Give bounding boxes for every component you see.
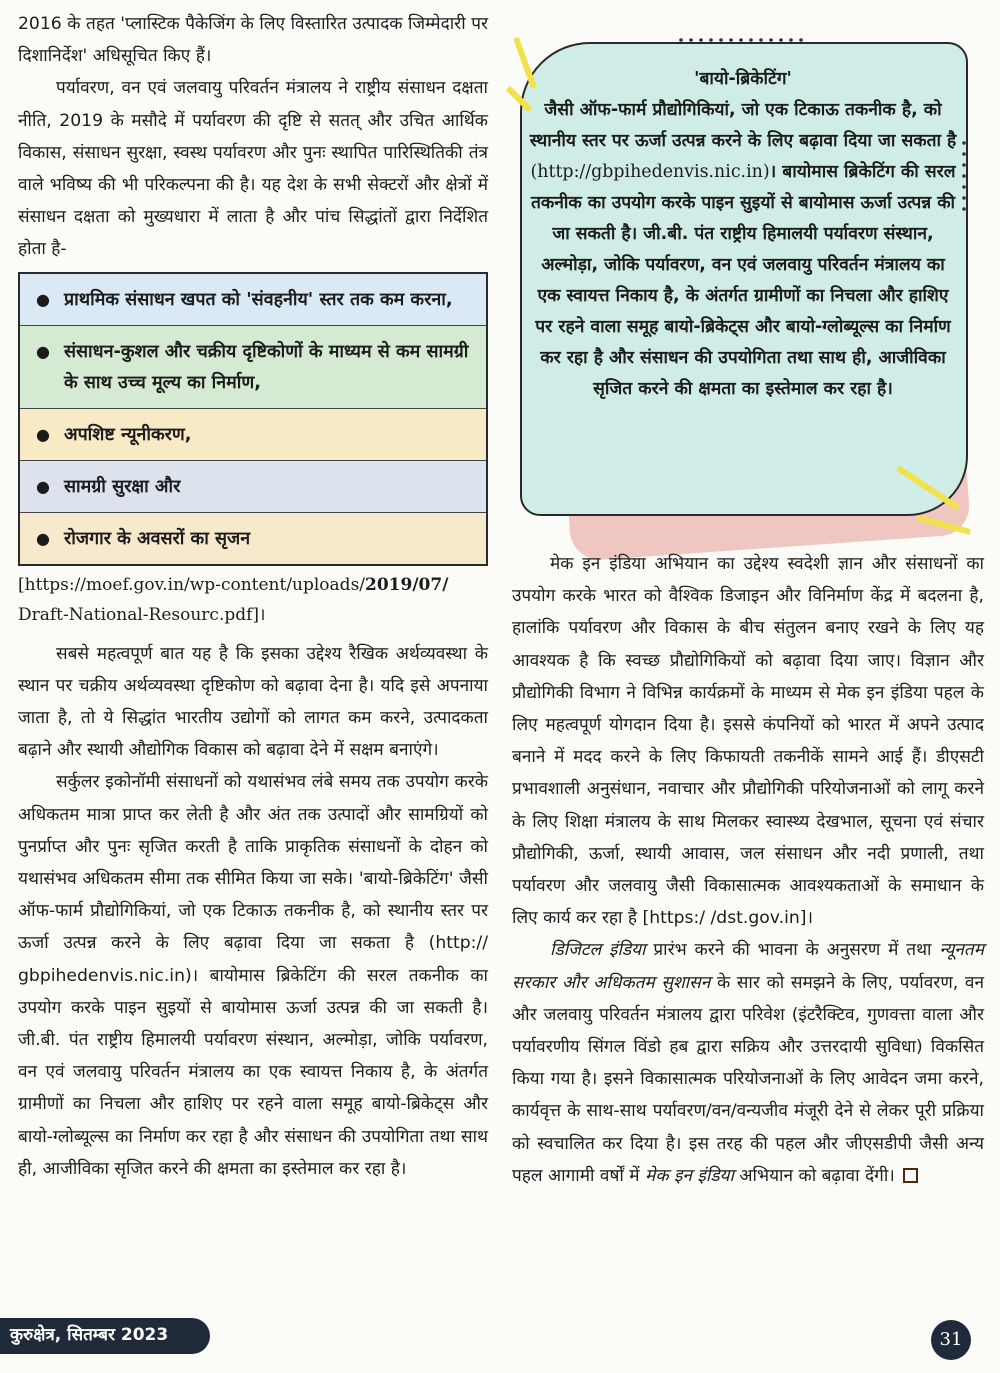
left-paragraph-1: 2016 के तहत 'प्लास्टिक पैकेजिंग के लिए विस्तारित उत्पादक जिम्मेदारी पर दिशानिर्देश' अधिसूचित किए हैं। xyxy=(18,14,488,67)
list-item-text: संसाधन-कुशल और चक्रीय दृष्टिकोणों के माध्यम से कम सामग्री के साथ उच्च मूल्य का निर्माण, xyxy=(64,340,469,393)
left-paragraph-3: सबसे महत्वपूर्ण बात यह है कि इसका उद्देश्य रैखिक अर्थव्यवस्था के स्थान पर चक्रीय अर्थव्यवस्था दृष्टिकोण को बढ़ावा देना है। यदि इसे अपनाया जाता है, तो ये सिद्धांत भारतीय उद्योगों को लागत कम करने, उत्पादकता बढ़ाने और स्थायी औद्योगिक विकास को बढ़ावा देने में सक्षम बनाएंगे। xyxy=(18,643,488,761)
list-item-text: सामग्री सुरक्षा और xyxy=(64,475,181,497)
spark-lines-icon xyxy=(878,448,978,538)
callout-box xyxy=(506,28,976,538)
left-paragraph-2: पर्यावरण, वन एवं जलवायु परिवर्तन मंत्रालय ने राष्ट्रीय संसाधन दक्षता नीति, 2019 के मसौदे में पर्यावरण की दृष्टि से सतत् और उचित आर्थिक विकास, संसाधन सुरक्षा, स्वस्थ पर्यावरण और पुनः स्थापित पारिस्थितिकी तंत्र वाले भविष्य की भी परिकल्पना की है। यह देश के सभी सेक्टरों और क्षेत्रों में संसाधन दक्षता को मुख्यधारा में लाता है और पांच सिद्धांतों द्वारा निर्देशित होता है- xyxy=(18,78,488,260)
bullet-icon: ● xyxy=(36,289,50,309)
list-item-text: रोजगार के अवसरों का सृजन xyxy=(64,527,251,549)
source-url xyxy=(18,570,488,630)
emphasis-minimum-government: न्यूनतम सरकार और अधिकतम सुशासन xyxy=(512,940,984,993)
list-item xyxy=(20,513,486,564)
dot-pattern-icon xyxy=(676,30,936,50)
list-item xyxy=(20,409,486,461)
end-mark-icon xyxy=(903,1168,918,1183)
right-column xyxy=(512,548,984,1192)
bullet-icon: ● xyxy=(36,528,50,548)
callout-body-b: । बायोमास ब्रिकेटिंग की सरल तकनीक का उपयोग करके पाइन सुइयों से बायोमास ऊर्जा उत्पन्न की जा सकती है। जी.बी. पंत राष्ट्रीय हिमालयी पर्यावरण संस्थान, अल्मोड़ा, जोकि पर्यावरण, वन एवं जलवायु परिवर्तन मंत्रालय का एक स्वायत्त निकाय है, के अंतर्गत ग्रामीणों का निचला और हाशिए पर रहने वाला समूह बायो-ब्रिकेट्स और बायो-ग्लोब्यूल्स का निर्माण कर रहा है और संसाधन की उपयोगिता तथा साथ ही, आजीविका सृजित करने की क्षमता का इस्तेमाल कर रहा है। xyxy=(530,162,956,399)
url-part-b: 2019/07/ xyxy=(365,574,449,595)
list-item-text: अपशिष्ट न्यूनीकरण, xyxy=(64,423,192,445)
bullet-icon: ● xyxy=(36,424,50,444)
bullet-icon: ● xyxy=(36,341,50,361)
list-item xyxy=(20,274,486,326)
bullet-icon: ● xyxy=(36,476,50,496)
right-paragraph-1: मेक इन इंडिया अभियान का उद्देश्य स्वदेशी ज्ञान और संसाधनों का उपयोग करके भारत को वैश्विक डिजाइन और विनिर्माण केंद्र में बदलना है, हालांकि पर्यावरण और विकास के बीच संतुलन बनाए रखने के लिए यह आवश्यक है कि स्वच्छ प्रौद्योगिकियों को बढ़ावा दिया जाए। विज्ञान और प्रौद्योगिकी विभाग ने विभिन्न कार्यक्रमों के माध्यम से मेक इन इंडिया पहल के लिए महत्वपूर्ण योगदान दिया है। इससे कंपनियों को भारत में अपने उत्पाद बनाने में मदद करने के लिए किफायती तकनीकें सामने आई हैं। डीएसटी प्रभावशाली अनुसंधान, नवाचार और प्रौद्योगिकी परियोजनाओं को लागू करने के लिए शिक्षा मंत्रालय के साथ मिलकर स्वास्थ्य देखभाल, सूचना एवं संचार प्रौद्योगिकी, ऊर्जा, स्थायी आवास, जल संसाधन और नदी प्रणाली, तथा पर्यावरण और जलवायु जैसी विकासात्मक आवश्यकताओं के समाधान के लिए कार्य कर रहा है [https:/ /dst.gov.in]। xyxy=(512,554,984,929)
list-item-text: प्राथमिक संसाधन खपत को 'संवहनीय' स्तर तक कम करना, xyxy=(64,288,453,310)
url-part-c: Draft-National-Resourc.pdf]। xyxy=(18,604,266,625)
callout-title: 'बायो-ब्रिकेटिंग' xyxy=(694,69,792,89)
emphasis-digital-india: डिजिटल इंडिया xyxy=(550,940,646,961)
right-paragraph-2-part-b: के सार को समझने के लिए, पर्यावरण, वन और जलवायु परिवर्तन मंत्रालय द्वारा परिवेश (इंटरैक्टिव, गुणवत्ता वाला और पर्यावरणीय सिंगल विंडो हब द्वारा सक्रिय और उत्तरदायी सुविधा) विकसित किया गया है। इसने विकासात्मक परियोजनाओं के लिए आवेदन जमा करने, कार्यवृत्त के साथ-साथ पर्यावरण/वन/वन्यजीव मंजूरी देने से लेकर पूरी प्रक्रिया को स्वचालित कर दिया है। इस तरह की पहल और जीएसडीपी जैसी अन्य पहल आगामी वर्षों में xyxy=(512,972,984,1186)
principles-list xyxy=(18,272,488,566)
callout-body-a: जैसी ऑफ-फार्म प्रौद्योगिकियां, जो एक टिकाऊ तकनीक है, को स्थानीय स्तर पर ऊर्जा उत्पन्न करने के लिए बढ़ावा दिया जा सकता है xyxy=(529,100,957,151)
right-paragraph-2-part-a: प्रारंभ करने की भावना के अनुसरण में तथा xyxy=(645,940,940,961)
callout-link[interactable]: (http://gbpihedenvis.nic.in) xyxy=(530,162,770,182)
list-item xyxy=(20,326,486,409)
emphasis-make-in-india: मेक इन इंडिया xyxy=(645,1165,734,1186)
page-number: 31 xyxy=(931,1320,971,1360)
footer-label: कुरुक्षेत्र, सितम्बर 2023 xyxy=(10,1325,169,1345)
list-item xyxy=(20,461,486,513)
left-paragraph-4: सर्कुलर इकोनॉमी संसाधनों को यथासंभव लंबे समय तक उपयोग करके अधिकतम मात्रा प्राप्त कर लेती है और अंत तक उत्पादों और सामग्रियों को पुनर्प्राप्त और पुनः सृजित करती है ताकि प्राकृतिक संसाधनों के दोहन को यथासंभव अधिकतम सीमा तक सीमित किया जा सके। 'बायो-ब्रिकेटिंग' जैसी ऑफ-फार्म प्रौद्योगिकियां, जो एक टिकाऊ तकनीक है, को स्थानीय स्तर पर ऊर्जा उत्पन्न करने के लिए बढ़ावा दिया जा सकता है (http:// gbpihedenvis.nic.in)। बायोमास ब्रिकेटिंग की सरल तकनीक का उपयोग करके पाइन सुइयों से बायोमास ऊर्जा उत्पन्न की जा सकती है। जी.बी. पंत राष्ट्रीय हिमालयी पर्यावरण संस्थान, अल्मोड़ा, जोकि पर्यावरण, वन एवं जलवायु परिवर्तन मंत्रालय का एक स्वायत्त निकाय है, के अंतर्गत ग्रामीणों का निचला और हाशिए पर रहने वाला समूह बायो-ब्रिकेट्स और बायो-ग्लोब्यूल्स का निर्माण कर रहा है और संसाधन की उपयोगिता तथा साथ ही, आजीविका सृजित करने की क्षमता का इस्तेमाल कर रहा है। xyxy=(18,772,488,1179)
callout-text xyxy=(528,64,958,405)
right-paragraph-2-part-c: अभियान को बढ़ावा देंगी। xyxy=(733,1165,895,1186)
left-column xyxy=(18,8,488,1185)
right-paragraph-2 xyxy=(512,934,984,1192)
url-part-a: [https://moef.gov.in/wp-content/uploads/ xyxy=(18,574,366,595)
